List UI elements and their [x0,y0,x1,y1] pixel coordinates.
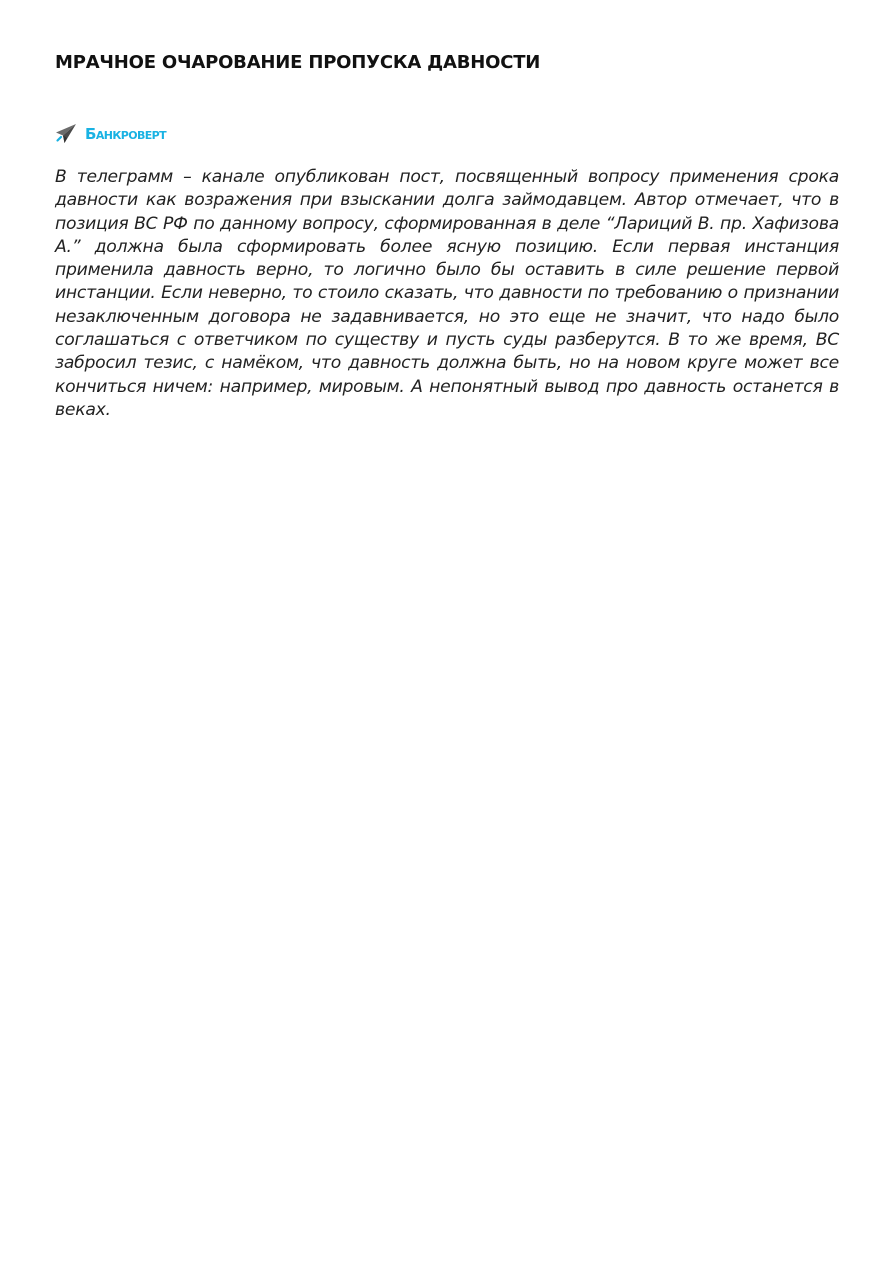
article-title: МРАЧНОЕ ОЧАРОВАНИЕ ПРОПУСКА ДАВНОСТИ [55,52,541,73]
source-name[interactable]: Банкроверт [85,125,167,143]
article-body: В телеграмм – канале опубликован пост, посвященный вопросу применения срока давности как возражения при взыскании долга займодавцем. Автор отмечает, что в позиция ВС РФ по данному вопросу, сформированная в деле “Лариций В. пр. Хафизова А.” должна была сформировать более ясную позицию. Если первая инстанция применила давность верно, то логично было бы оставить в силе решение первой инстанции. Если неверно, то стоило сказать, что давности по требованию о признании незаключенным договора не задавнивается, но это еще не значит, что надо было соглашаться с ответчиком по существу и пусть суды разберутся. В то же время, ВС забросил тезис, с намёком, что давность должна быть, но на новом круге может все кончиться ничем: например, мировым. А непонятный вывод про давность останется в веках. [55,167,839,420]
source-link[interactable] [55,122,166,146]
paper-plane-icon [55,123,77,145]
